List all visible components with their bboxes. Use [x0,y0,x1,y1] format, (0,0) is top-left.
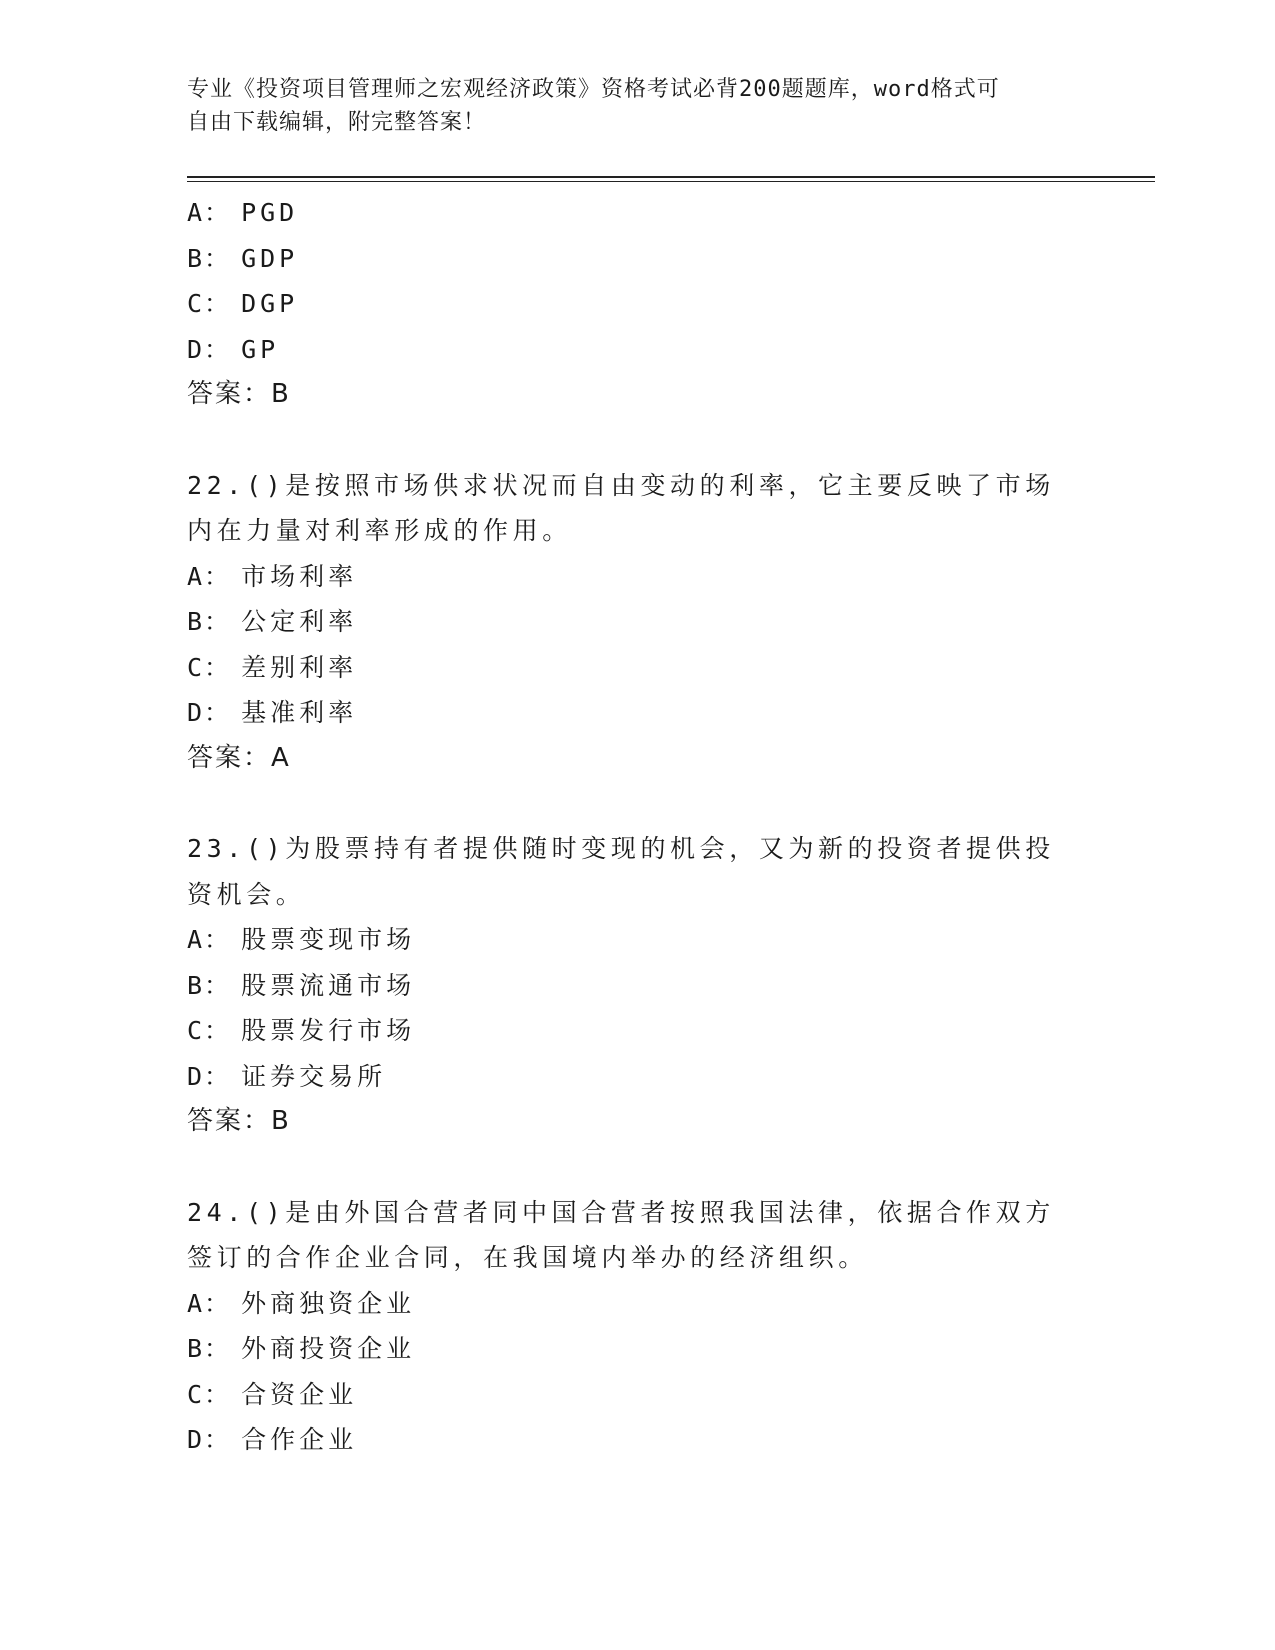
option-b: B： 外商投资企业 [187,1334,416,1363]
option-a: A： PGD [187,198,299,227]
option-c: C： 差别利率 [187,652,358,682]
header-line-2: 自由下载编辑，附完整答案！ [187,110,487,135]
answer-line: 答案：B [187,379,291,409]
option-b: B： GDP [187,243,299,273]
option-a: A： 外商独资企业 [187,1288,416,1318]
option-d: D： 合作企业 [187,1425,358,1454]
answer-line: 答案：A [187,742,291,773]
option-a: A： 市场利率 [187,561,358,591]
question-stem: 23.()为股票持有者提供随时变现的机会，又为新的投资者提供投资机会。 [187,834,1055,909]
question-list [187,190,1087,1463]
header-rule-bottom [187,181,1155,182]
document-header [187,73,1067,139]
option-d: D： GP [187,334,280,364]
question-stem: 24.()是由外国合营者同中国合营者按照我国法律，依据合作双方签订的合作企业合同，在我国境内举办的经济组织。 [187,1197,1055,1272]
option-c: C： DGP [187,289,299,318]
option-c: C： 合资企业 [187,1379,358,1409]
option-b: B： 股票流通市场 [187,970,416,1000]
option-c: C： 股票发行市场 [187,1016,416,1045]
option-b: B： 公定利率 [187,607,358,636]
header-rule-top [187,176,1155,178]
question-21 [187,190,1087,418]
question-stem: 22.()是按照市场供求状况而自由变动的利率，它主要反映了市场内在力量对利率形成的作用。 [187,470,1055,545]
answer-line: 答案：B [187,1106,291,1136]
question-24 [187,1190,1087,1463]
question-23 [187,826,1087,1145]
option-d: D： 基准利率 [187,698,358,727]
header-line-1: 专业《投资项目管理师之宏观经济政策》资格考试必背200题题库，word格式可 [187,77,1000,102]
option-a: A： 股票变现市场 [187,925,416,954]
question-22 [187,463,1087,782]
option-d: D： 证券交易所 [187,1061,387,1091]
